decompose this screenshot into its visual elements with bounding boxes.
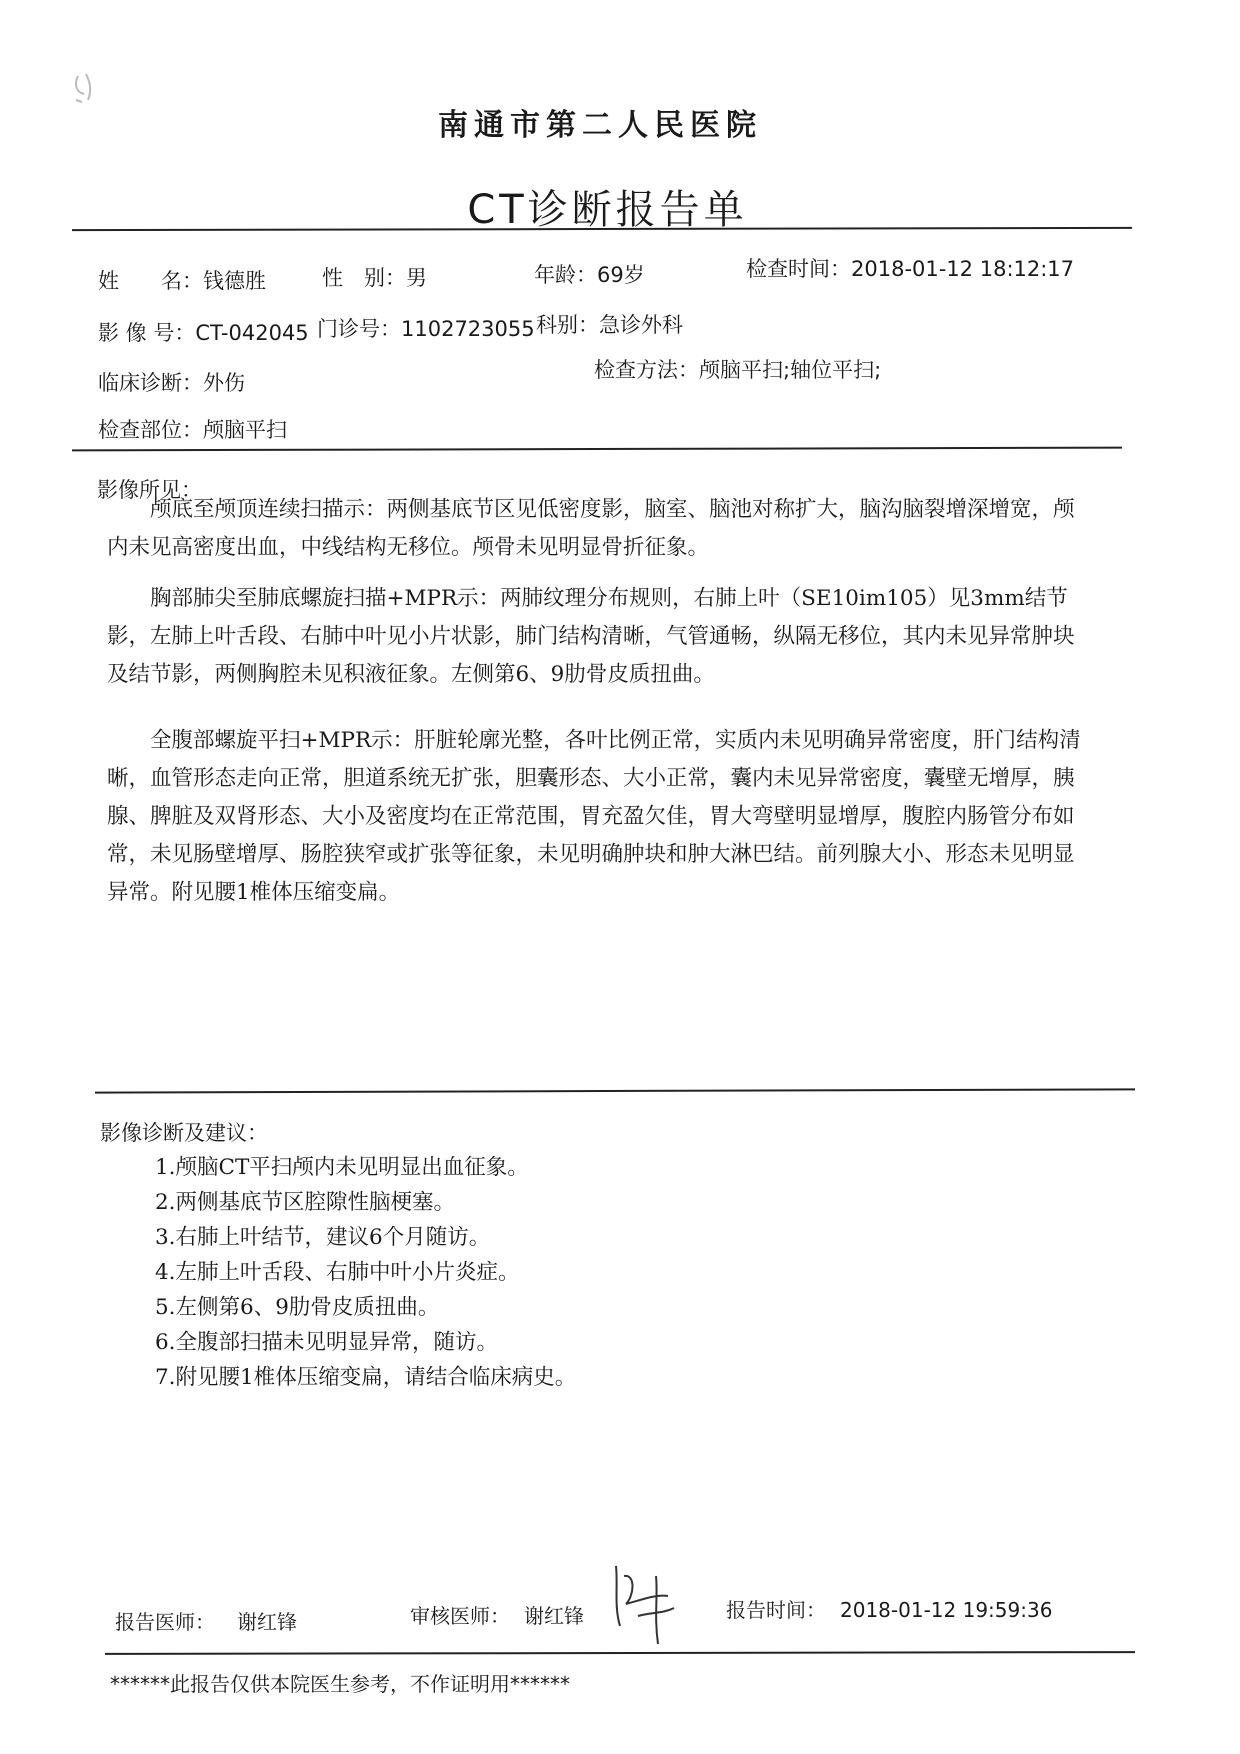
report-title: CT诊断报告单 — [467, 187, 748, 233]
diagnosis-heading: 影像诊断及建议： — [100, 1121, 268, 1145]
method-value: 颅脑平扫;轴位平扫; — [699, 358, 882, 382]
reviewer-field — [410, 1600, 584, 1629]
dept-label: 科别： — [536, 313, 599, 337]
diagnosis-item: 6.全腹部扫描未见明显异常，随访。 — [155, 1330, 499, 1355]
clinical-dx-field — [98, 367, 245, 397]
findings-paragraph-head: 颅底至颅顶连续扫描示：两侧基底节区见低密度影，脑室、脑池对称扩大，脑沟脑裂增深增宽，颅内未见高密度出血，中线结构无移位。颅骨未见明显骨折征象。 — [107, 497, 1075, 560]
name-field — [98, 265, 266, 295]
method-label: 检查方法： — [594, 358, 699, 382]
diagnosis-item: 2.两侧基底节区腔隙性脑梗塞。 — [155, 1190, 456, 1215]
site-value: 颅脑平扫 — [203, 418, 287, 442]
report-time-value: 2018-01-12 19:59:36 — [840, 1598, 1053, 1622]
clinic-no-field — [317, 313, 535, 343]
reviewer-value: 谢红锋 — [524, 1604, 584, 1628]
site-field — [98, 414, 287, 444]
footer-divider — [105, 1651, 1135, 1655]
findings-heading: 影像所见： — [97, 478, 202, 502]
info-divider — [72, 447, 1122, 452]
dept-value: 急诊外科 — [599, 313, 683, 337]
findings-divider — [95, 1088, 1135, 1093]
dept-field — [536, 309, 683, 339]
reporter-label: 报告医师： — [115, 1610, 215, 1634]
hospital-name: 南通市第二人民医院 — [438, 108, 762, 143]
diagnosis-list — [155, 1150, 1055, 1395]
diagnosis-item: 5.左侧第6、9肋骨皮质扭曲。 — [155, 1295, 440, 1320]
name-value: 钱德胜 — [203, 269, 266, 293]
diagnosis-item: 7.附见腰1椎体压缩变扁，请结合临床病史。 — [155, 1365, 577, 1390]
image-no-value: CT-042045 — [195, 321, 309, 345]
clinical-dx-label: 临床诊断： — [98, 371, 203, 395]
image-no-label: 影 像 号： — [98, 321, 196, 345]
signature-mark — [596, 1556, 686, 1646]
exam-time-label: 检查时间： — [746, 257, 851, 281]
report-time-field — [726, 1594, 1052, 1623]
findings-paragraph-chest: 胸部肺尖至肺底螺旋扫描+MPR示：两肺纹理分布规则，右肺上叶（SE10im105）见3mm结节影，左肺上叶舌段、右肺中叶见小片状影，肺门结构清晰，气管通畅，纵隔无移位，其内未见异常肿块及结节影，两侧胸腔未见积液征象。左侧第6、9肋骨皮质扭曲。 — [107, 586, 1075, 687]
age-field — [534, 259, 645, 289]
findings-paragraph-abdomen: 全腹部螺旋平扫+MPR示：肝脏轮廓光整，各叶比例正常，实质内未见明确异常密度，肝门结构清晰，血管形态走向正常，胆道系统无扩张，胆囊形态、大小正常，囊内未见异常密度，囊壁无增厚，胰腺、脾脏及双肾形态、大小及密度均在正常范围，胃充盈欠佳，胃大弯壁明显增厚，腹腔内肠管分布如常，未见肠壁增厚、肠腔狭窄或扩张等征象，未见明确肿块和肿大淋巴结。前列腺大小、形态未见明显异常。附见腰1椎体压缩变扁。 — [107, 728, 1081, 905]
site-label: 检查部位： — [98, 418, 203, 442]
gender-value: 男 — [406, 266, 427, 290]
reporter-value: 谢红锋 — [237, 1610, 297, 1634]
diagnosis-item: 3.右肺上叶结节，建议6个月随访。 — [155, 1225, 491, 1250]
clinical-dx-value: 外伤 — [203, 371, 245, 395]
age-label: 年龄： — [534, 263, 597, 287]
reviewer-label: 审核医师： — [410, 1604, 510, 1628]
exam-time-field — [746, 253, 1074, 283]
exam-time-value: 2018-01-12 18:12:17 — [851, 257, 1075, 281]
image-no-field — [98, 317, 309, 347]
clinic-no-value: 1102723055 — [401, 317, 535, 341]
gender-field — [322, 262, 427, 292]
clinic-no-label: 门诊号： — [317, 317, 401, 341]
reporter-field — [115, 1606, 297, 1635]
age-value: 69岁 — [597, 263, 645, 287]
method-field — [594, 354, 881, 384]
report-time-label: 报告时间： — [726, 1598, 826, 1622]
name-label: 姓 名： — [98, 269, 203, 293]
diagnosis-item: 4.左肺上叶舌段、右肺中叶小片炎症。 — [155, 1260, 520, 1285]
gender-label: 性 别： — [322, 266, 406, 290]
disclaimer-note: ******此报告仅供本院医生参考，不作证明用****** — [110, 1672, 570, 1696]
diagnosis-item: 1.颅脑CT平扫颅内未见明显出血征象。 — [155, 1155, 529, 1180]
